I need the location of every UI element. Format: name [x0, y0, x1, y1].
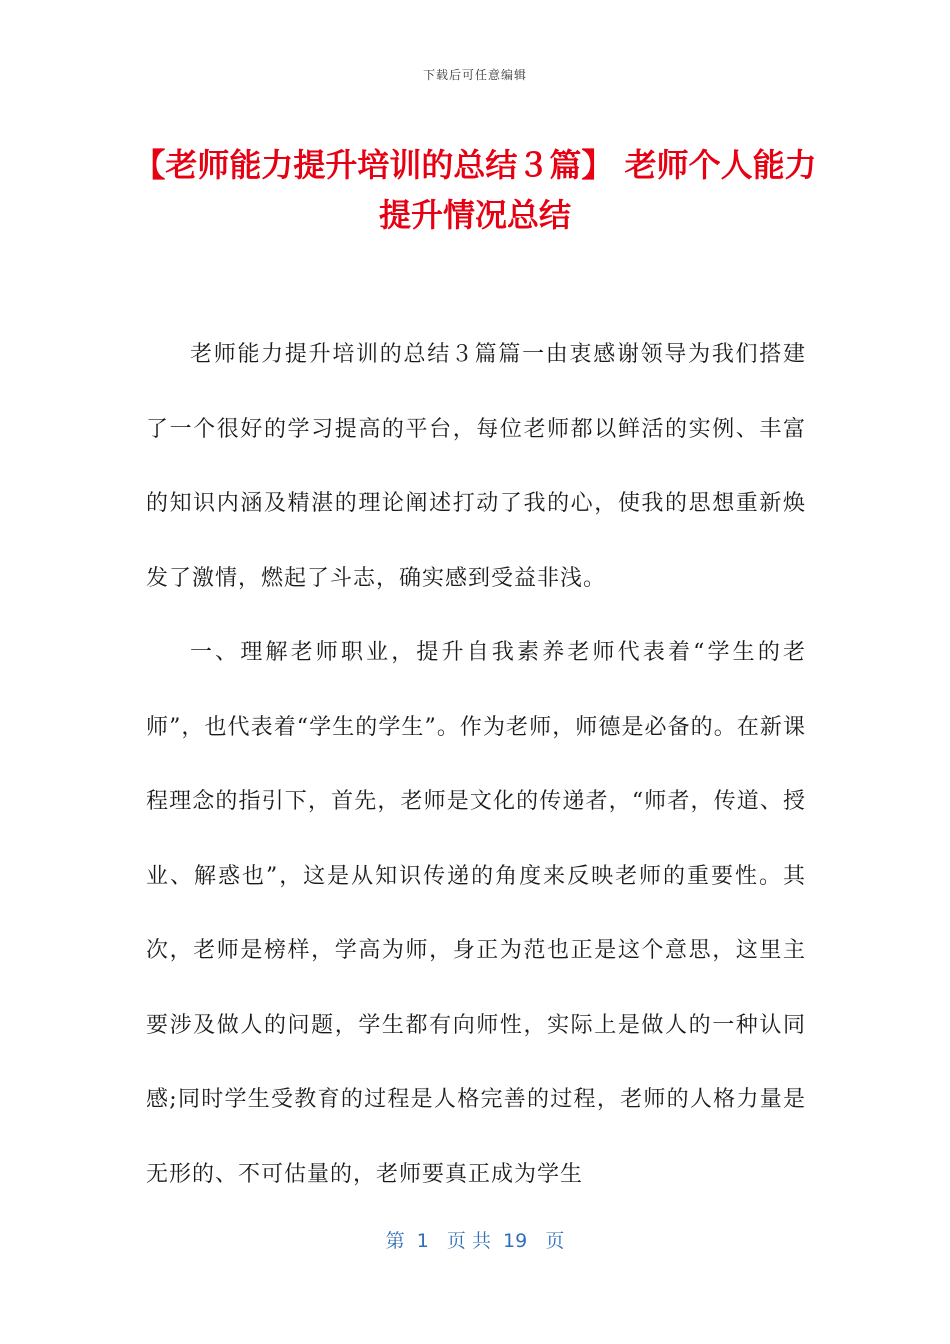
- paragraph: 老师能力提升培训的总结３篇篇一由衷感谢领导为我们搭建了一个很好的学习提高的平台，每位老师都以鲜活的实例、丰富的知识内涵及精湛的理论阐述打动了我的心，使我的思想重新焕发了激情，燃起了斗志，确实感到受益非浅。: [146, 342, 806, 591]
- paragraph: 一、理解老师职业，提升自我素养老师代表着“学生的老师”，也代表着“学生的学生”。作为老师，师德是必备的。在新课程理念的指引下，首先，老师是文化的传递者，“师者，传道、授业、解惑也”，这是从知识传递的角度来反映老师的重要性。其次，老师是榜样，学高为师，身正为范也正是这个意思，这里主要涉及做人的问题，学生都有向师性，实际上是做人的一种认同感;同时学生受教育的过程是人格完善的过程，老师的人格力量是无形的、不可估量的，老师要真正成为学生: [146, 640, 806, 1187]
- document-body: [146, 318, 806, 1212]
- header-note: 下载后可任意编辑: [422, 68, 527, 82]
- document-title: 【老师能力提升培训的总结３篇】 老师个人能力提升情况总结: [133, 146, 817, 234]
- page-number-footer: 第 1 页 共 19 页: [385, 1230, 565, 1252]
